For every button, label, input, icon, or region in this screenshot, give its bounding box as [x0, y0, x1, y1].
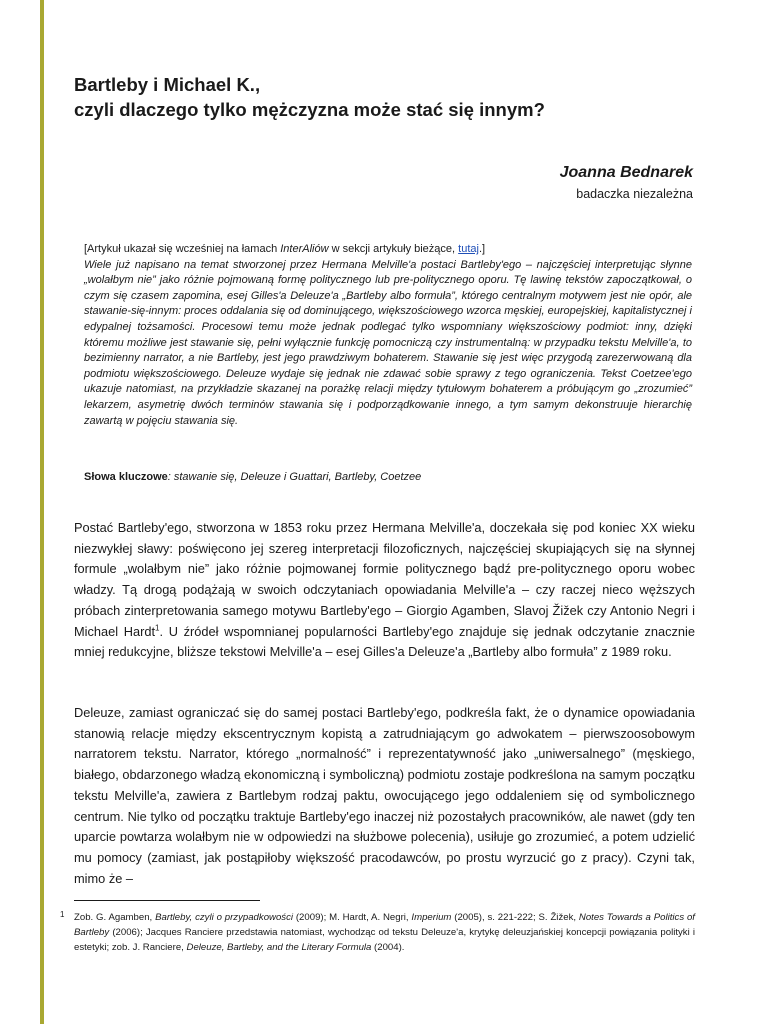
abstract — [84, 242, 692, 429]
abstract-text: Wiele już napisano na temat stworzonej przez Hermana Melville'a postaci Bartleby'ego – najczęściej interpretując słynne „wolałbym nie” jako różnie pojmowaną formę politycznego lub pre-politycznego oporu. Tę lawinę tekstów zapoczątkował, o czym się czasem zapomina, esej Gilles'a Deleuze'a „Bartleby albo formuła”, którego centralnym motywem jest nie opór, ale stawanie-się-innym: proces oddalania się od dominującego, większościowego wzorca męskiej, europejskiej, kapitalistycznej i edypalnej tożsamości. Procesowi temu może jednak podlegać tylko wspomniany większościowy podmiot: inny, dzięki któremu możliwe jest stawanie się, pełni wyłącznie funkcję pomocniczą czy instrumentalną: w przypadku tekstu Melville'a, to bezimienny narrator, a nie Bartleby, jest jego prawdziwym bohaterem. Stawanie się jest więc przygodą zarezerwowaną dla podmiotu większościowego. Deleuze wydaje się jednak nie zdawać sobie sprawy z tego ograniczenia. Tekst Coetzee'ego ukazuje natomiast, na przykładzie skazanej na porażkę relacji między tytułowym bohaterem a próbującym go „zrozumieć” lekarzem, asymetrię dwóch terminów stawania się i podporządkowanie innego, a tym samym dekonstruuje hierarchię zawartą w pojęciu stawania się. — [84, 258, 692, 427]
body-paragraph-2: Deleuze, zamiast ograniczać się do samej postaci Bartleby'ego, podkreśla fakt, że o dynamice opowiadania stanowią relacje między ekscentrycznym kopistą a zatrudniającym go adwokatem – pierwszoosobowym narratorem tekstu. Narrator, którego „normalność” i reprezentatywność jako „uniwersalnego” (męskiego, białego, obdarzonego władzą ekonomiczną i symboliczną) podmiotu zostaje podkreślona na samym początku tekstu Melville'a, zawiera z Bartlebym rodzaj paktu, owocującego jego oddaleniem się od symbolicznego centrum. Nie tylko od początku traktuje Bartleby'ego inaczej niż pozostałych pracowników, ale nawet (gdy ten uparcie powtarza wolałbym nie w odpowiedzi na służbowe polecenia), usiłuje go zrozumieć, a potem udzielić mu pomocy (zamiast, jak postąpiłoby większość pracodawców, po prostu wyrzucić go z pracy). Czyni tak, mimo że – — [74, 705, 695, 886]
left-margin-rule — [40, 0, 44, 1024]
footnote-ref[interactable]: 1 — [155, 623, 160, 633]
body-paragraph-1: Postać Bartleby'ego, stworzona w 1853 roku przez Hermana Melville'a, doczekała się pod koniec XX wieku niezwykłej sławy: poświęcono jej szereg interpretacji filozoficznych, najczęściej skupiających się na słynnej formule „wolałbym nie” jako różnie pojmowanej formie politycznego bądź pre-politycznego oporu wobec władzy. Tą drogą podążają w swoich odczytaniach opowiadania Melville'a – czy raczej nieco węższych próbach zinterpretowania samego motywu Bartleby'ego – Giorgio Agamben, Slavoj Žižek czy Antonio Negri i Michael Hardt$^1$. U źródeł wspomnianej popularności Bartleby'ego znajduje się jednak odczytanie znacznie mniej redukcyjne, bliższe tekstowi Melville'a – esej Gilles'a Deleuze'a „Bartleby albo formuła” z 1989 roku. — [74, 520, 695, 660]
author-affiliation: badaczka niezależna — [576, 187, 693, 201]
title-line-1: Bartleby i Michael K., — [74, 74, 261, 95]
footnote: 1 Zob. G. Agamben, Bartleby, czyli o przypadkowości (2009); M. Hardt, A. Negri, Imperium (2005), s. 221-222; S. Žižek, Notes Towards a Politics of Bartleby (2006); Jacques Ranciere przedstawia natomiast, wychodząc od tekstu Deleuze'a, krytykę deleuzjańskiej koncepcji powiązania polityki i estetyki; zob. J. Ranciere, Deleuze, Bartleby, and the Literary Formula (2004). — [74, 910, 695, 955]
journal-name: InterAliów — [280, 243, 329, 255]
article-title — [74, 72, 714, 122]
keywords — [84, 471, 692, 483]
keywords-label: Słowa kluczowe — [84, 471, 168, 483]
publication-note: [Artykuł ukazał się wcześniej na łamach InterAliów w sekcji artykuły bieżące, tutaj.] — [84, 243, 486, 255]
source-link[interactable]: tutaj — [458, 243, 479, 255]
author-name: Joanna Bednarek — [559, 164, 693, 181]
title-line-2: czyli dlaczego tylko mężczyzna może stać się innym? — [74, 99, 545, 120]
footnote-number: 1 — [60, 910, 65, 919]
footnote-divider — [74, 900, 260, 901]
keywords-list: : stawanie się, Deleuze i Guattari, Bartleby, Coetzee — [167, 471, 422, 483]
